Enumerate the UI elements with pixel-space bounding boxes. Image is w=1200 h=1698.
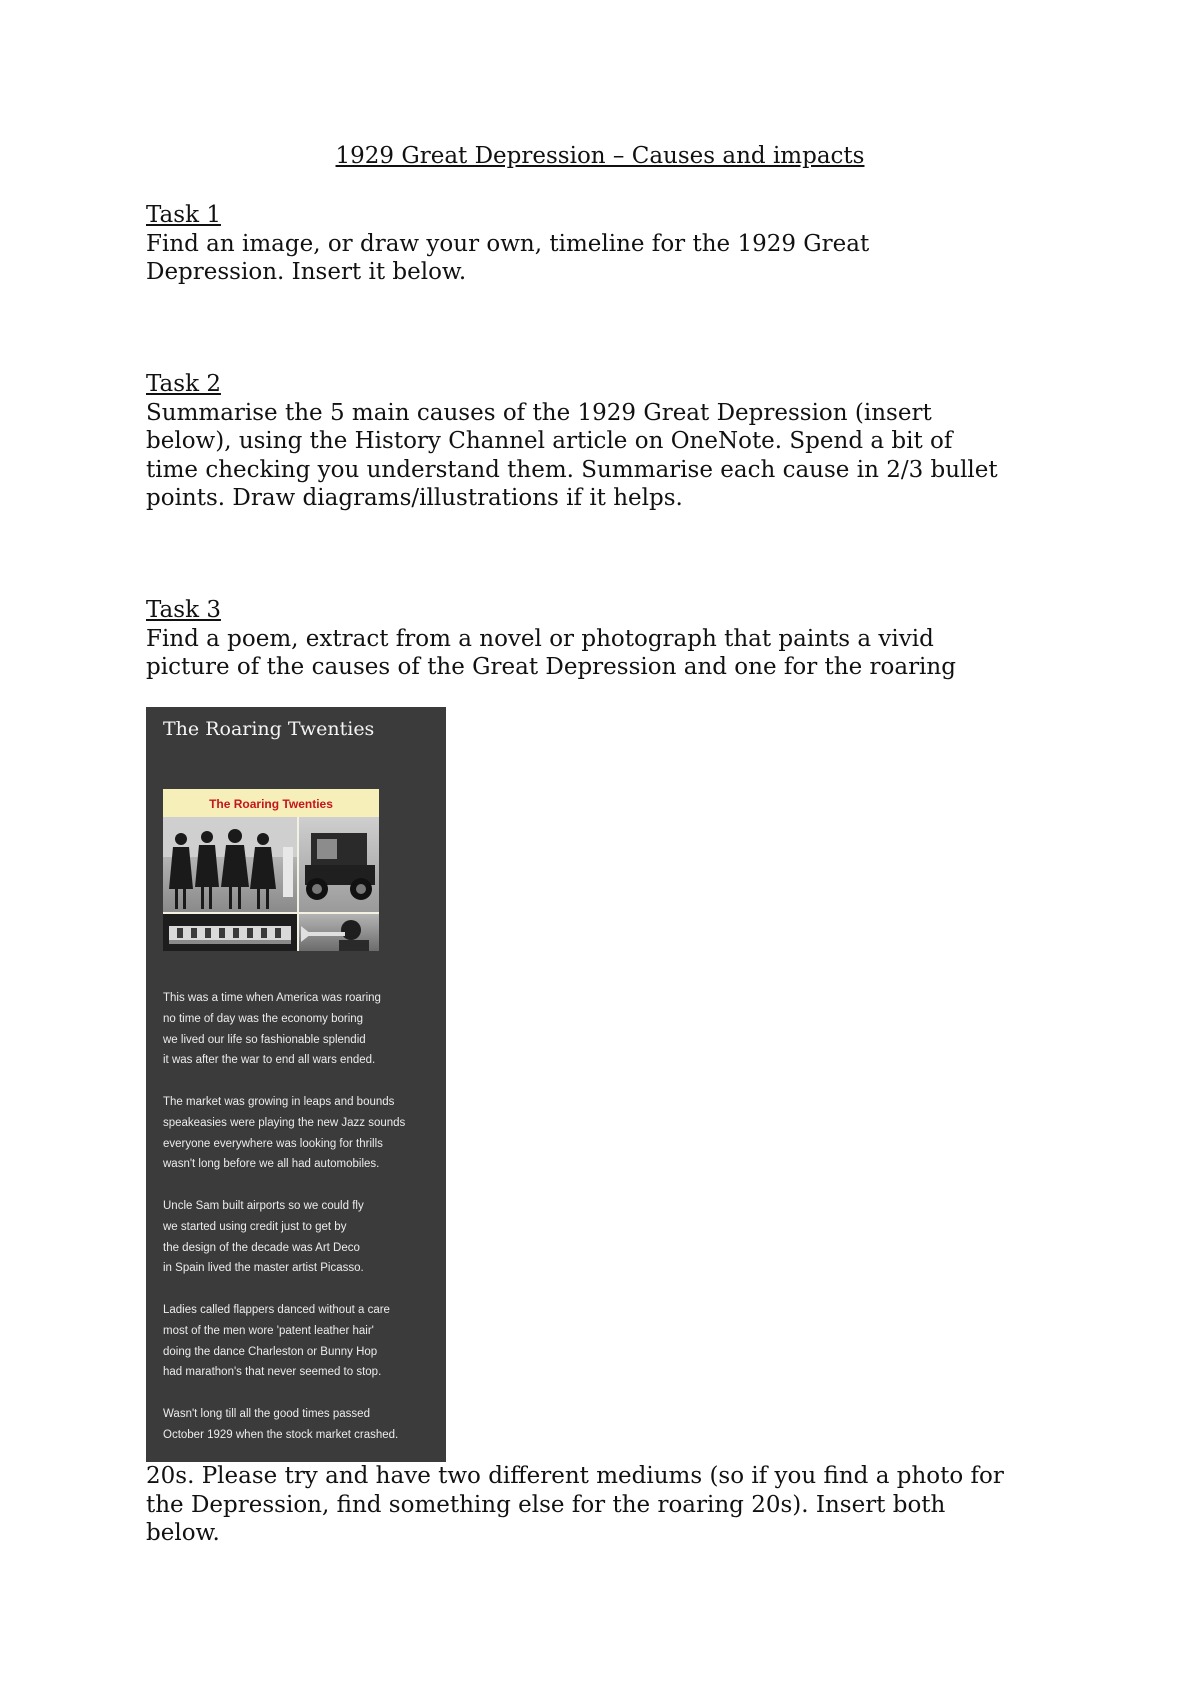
poem-line: speakeasies were playing the new Jazz sounds <box>163 1116 406 1129</box>
poem-line: Wasn't long till all the good times passed <box>163 1407 370 1420</box>
task-3-continued <box>146 1462 1076 1548</box>
task-3-block <box>146 596 1076 682</box>
task-3-heading: Task 3 <box>146 597 221 623</box>
task-2-heading: Task 2 <box>146 371 221 397</box>
task-2-line: Summarise the 5 main causes of the 1929 Great Depression (insert <box>146 399 932 426</box>
poem-line: everyone everywhere was looking for thrills <box>163 1137 383 1150</box>
task-2-line: below), using the History Channel article on OneNote. Spend a bit of <box>146 428 953 454</box>
task-3-line: below. <box>146 1520 220 1546</box>
poem-line: it was after the war to end all wars ended. <box>163 1054 376 1067</box>
task-3-line: the Depression, find something else for the roaring 20s). Insert both <box>146 1491 946 1518</box>
roaring-twenties-poem-image[interactable] <box>146 707 446 1462</box>
poem-stanza <box>163 1092 439 1175</box>
poem-line: in Spain lived the master artist Picasso. <box>163 1262 364 1275</box>
trumpet-player-photo <box>299 914 379 951</box>
poem-stanza <box>163 1300 439 1383</box>
flappers-photo <box>163 817 297 912</box>
task-1-block <box>146 201 1076 287</box>
roaring-twenties-collage <box>163 789 379 951</box>
task-3-line: Find a poem, extract from a novel or photograph that paints a vivid <box>146 625 934 652</box>
poem-line: doing the dance Charleston or Bunny Hop <box>163 1345 378 1358</box>
poem-line: Uncle Sam built airports so we could fly <box>163 1199 364 1212</box>
ballroom-photo <box>163 914 297 951</box>
poem-line: The market was growing in leaps and bounds <box>163 1095 395 1108</box>
document-title: 1929 Great Depression – Causes and impacts <box>335 143 865 169</box>
poem-line: wasn't long before we all had automobiles. <box>163 1158 380 1171</box>
task-1-line: Depression. Insert it below. <box>146 259 467 285</box>
poem-line: most of the men wore 'patent leather hair' <box>163 1324 374 1337</box>
poem-line: no time of day was the economy boring <box>163 1012 364 1025</box>
poem-line: October 1929 when the stock market crashed. <box>163 1428 399 1441</box>
collage-banner: The Roaring Twenties <box>163 789 379 817</box>
poem-line: Ladies called flappers danced without a care <box>163 1303 390 1316</box>
task-1-line: Find an image, or draw your own, timeline for the 1929 Great <box>146 230 870 257</box>
task-2-line: points. Draw diagrams/illustrations if it helps. <box>146 485 683 511</box>
task-2-line: time checking you understand them. Summarise each cause in 2/3 bullet <box>146 456 998 483</box>
poem-line: This was a time when America was roaring <box>163 992 381 1004</box>
poem-line: had marathon's that never seemed to stop. <box>163 1366 382 1379</box>
poem-line: we started using credit just to get by <box>163 1220 347 1233</box>
poster-title: The Roaring Twenties <box>163 718 375 740</box>
roaring-twenties-poem <box>163 988 439 1466</box>
task-1-heading: Task 1 <box>146 202 221 228</box>
task-3-line: 20s. Please try and have two different mediums (so if you find a photo for <box>146 1463 1004 1489</box>
task-3-line: picture of the causes of the Great Depression and one for the roaring <box>146 654 956 680</box>
task-2-block <box>146 370 1076 513</box>
poem-stanza <box>163 1196 439 1279</box>
poem-stanza <box>163 988 439 1071</box>
poem-line: we lived our life so fashionable splendid <box>163 1033 366 1046</box>
vintage-car-photo <box>299 817 379 912</box>
poem-stanza <box>163 1404 439 1446</box>
poem-line: the design of the decade was Art Deco <box>163 1241 360 1254</box>
